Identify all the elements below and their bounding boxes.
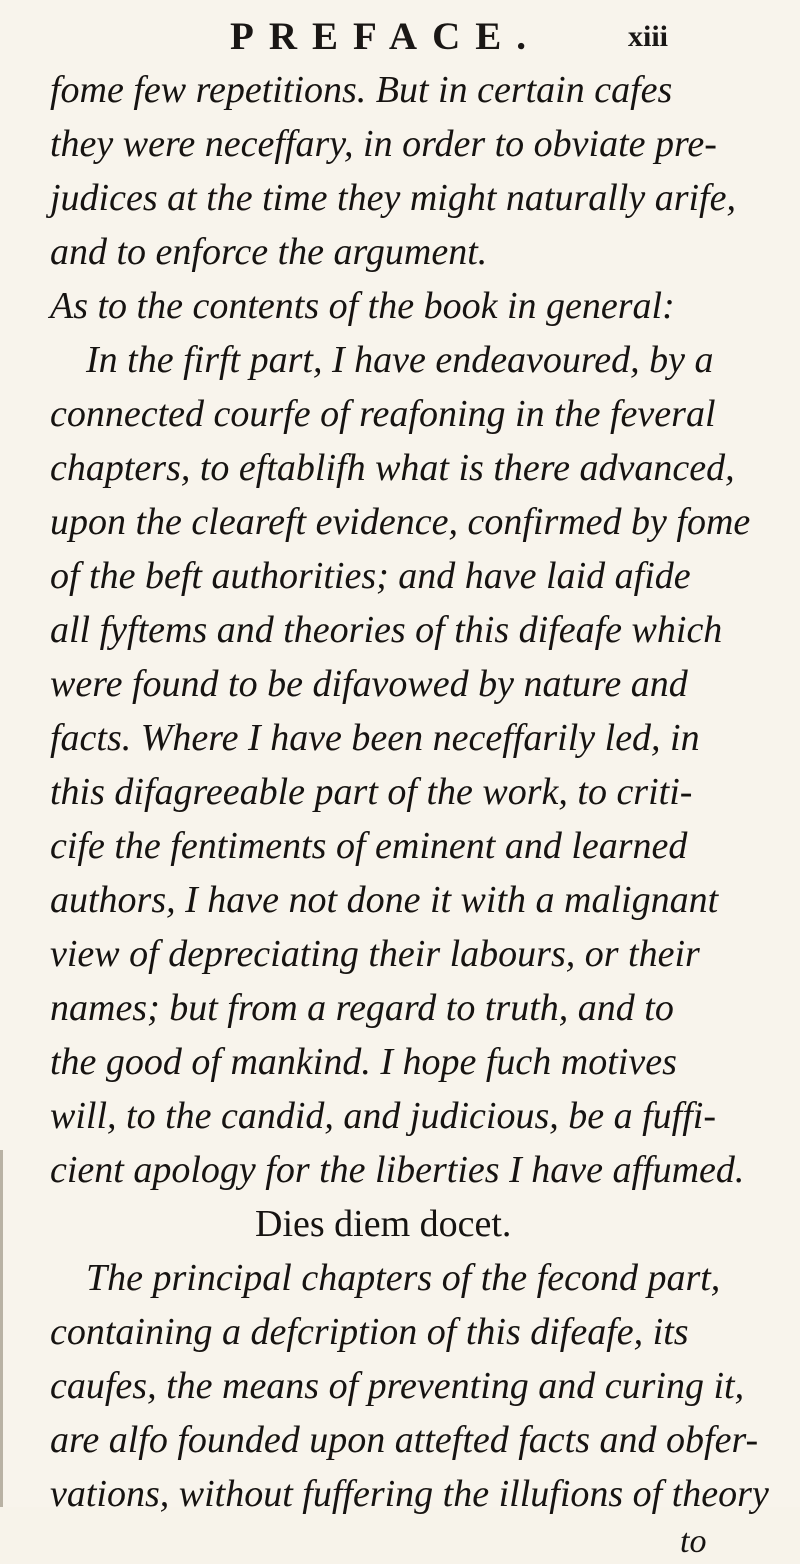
page-number: xiii (628, 20, 669, 53)
text-line: they were neceffary, in order to obviate pre- (50, 123, 717, 165)
text-line: vations, without fuffering the illufions of theory (50, 1473, 769, 1515)
text-line: cife the fentiments of eminent and learned (50, 825, 688, 867)
text-line: are alfo founded upon attefted facts and obfer- (50, 1419, 759, 1461)
text-line: names; but from a regard to truth, and to (50, 987, 674, 1029)
text-line: upon the cleareft evidence, confirmed by fome (50, 501, 751, 543)
text-line: judices at the time they might naturally arife, (50, 177, 736, 219)
text-line: facts. Where I have been neceffarily led, in (50, 717, 700, 759)
text-line: view of depreciating their labours, or their (50, 933, 700, 975)
text-line: The principal chapters of the fecond part, (86, 1257, 721, 1299)
text-line: chapters, to eftablifh what is there advanced, (50, 447, 735, 489)
catchword: to (680, 1523, 707, 1560)
text-line: and to enforce the argument. (50, 231, 488, 273)
text-line: were found to be difavowed by nature and (50, 663, 688, 705)
text-line: of the beft authorities; and have laid afide (50, 555, 691, 597)
text-line: will, to the candid, and judicious, be a fuffi- (50, 1095, 717, 1137)
text-line: authors, I have not done it with a malignant (50, 879, 719, 921)
text-line: containing a defcription of this difeafe, its (50, 1311, 689, 1353)
text-line: cient apology for the liberties I have affumed. (50, 1149, 745, 1191)
text-line: connected courfe of reafoning in the feveral (50, 393, 716, 435)
running-head (0, 14, 800, 64)
text-line: caufes, the means of preventing and curing it, (50, 1365, 745, 1407)
text-line: In the firft part, I have endeavoured, by a (86, 339, 714, 381)
text-line: the good of mankind. I hope fuch motives (50, 1041, 677, 1083)
text-line: fome few repetitions. But in certain cafes (50, 69, 673, 111)
text-line: this difagreeable part of the work, to criti- (50, 771, 693, 813)
text-line: As to the contents of the book in general: (50, 285, 675, 327)
text-line: all fyftems and theories of this difeafe which (50, 609, 723, 651)
latin-motto: Dies diem docet. (255, 1203, 512, 1245)
page-edge-shadow (0, 1150, 3, 1507)
running-title: PREFACE. (230, 15, 542, 58)
